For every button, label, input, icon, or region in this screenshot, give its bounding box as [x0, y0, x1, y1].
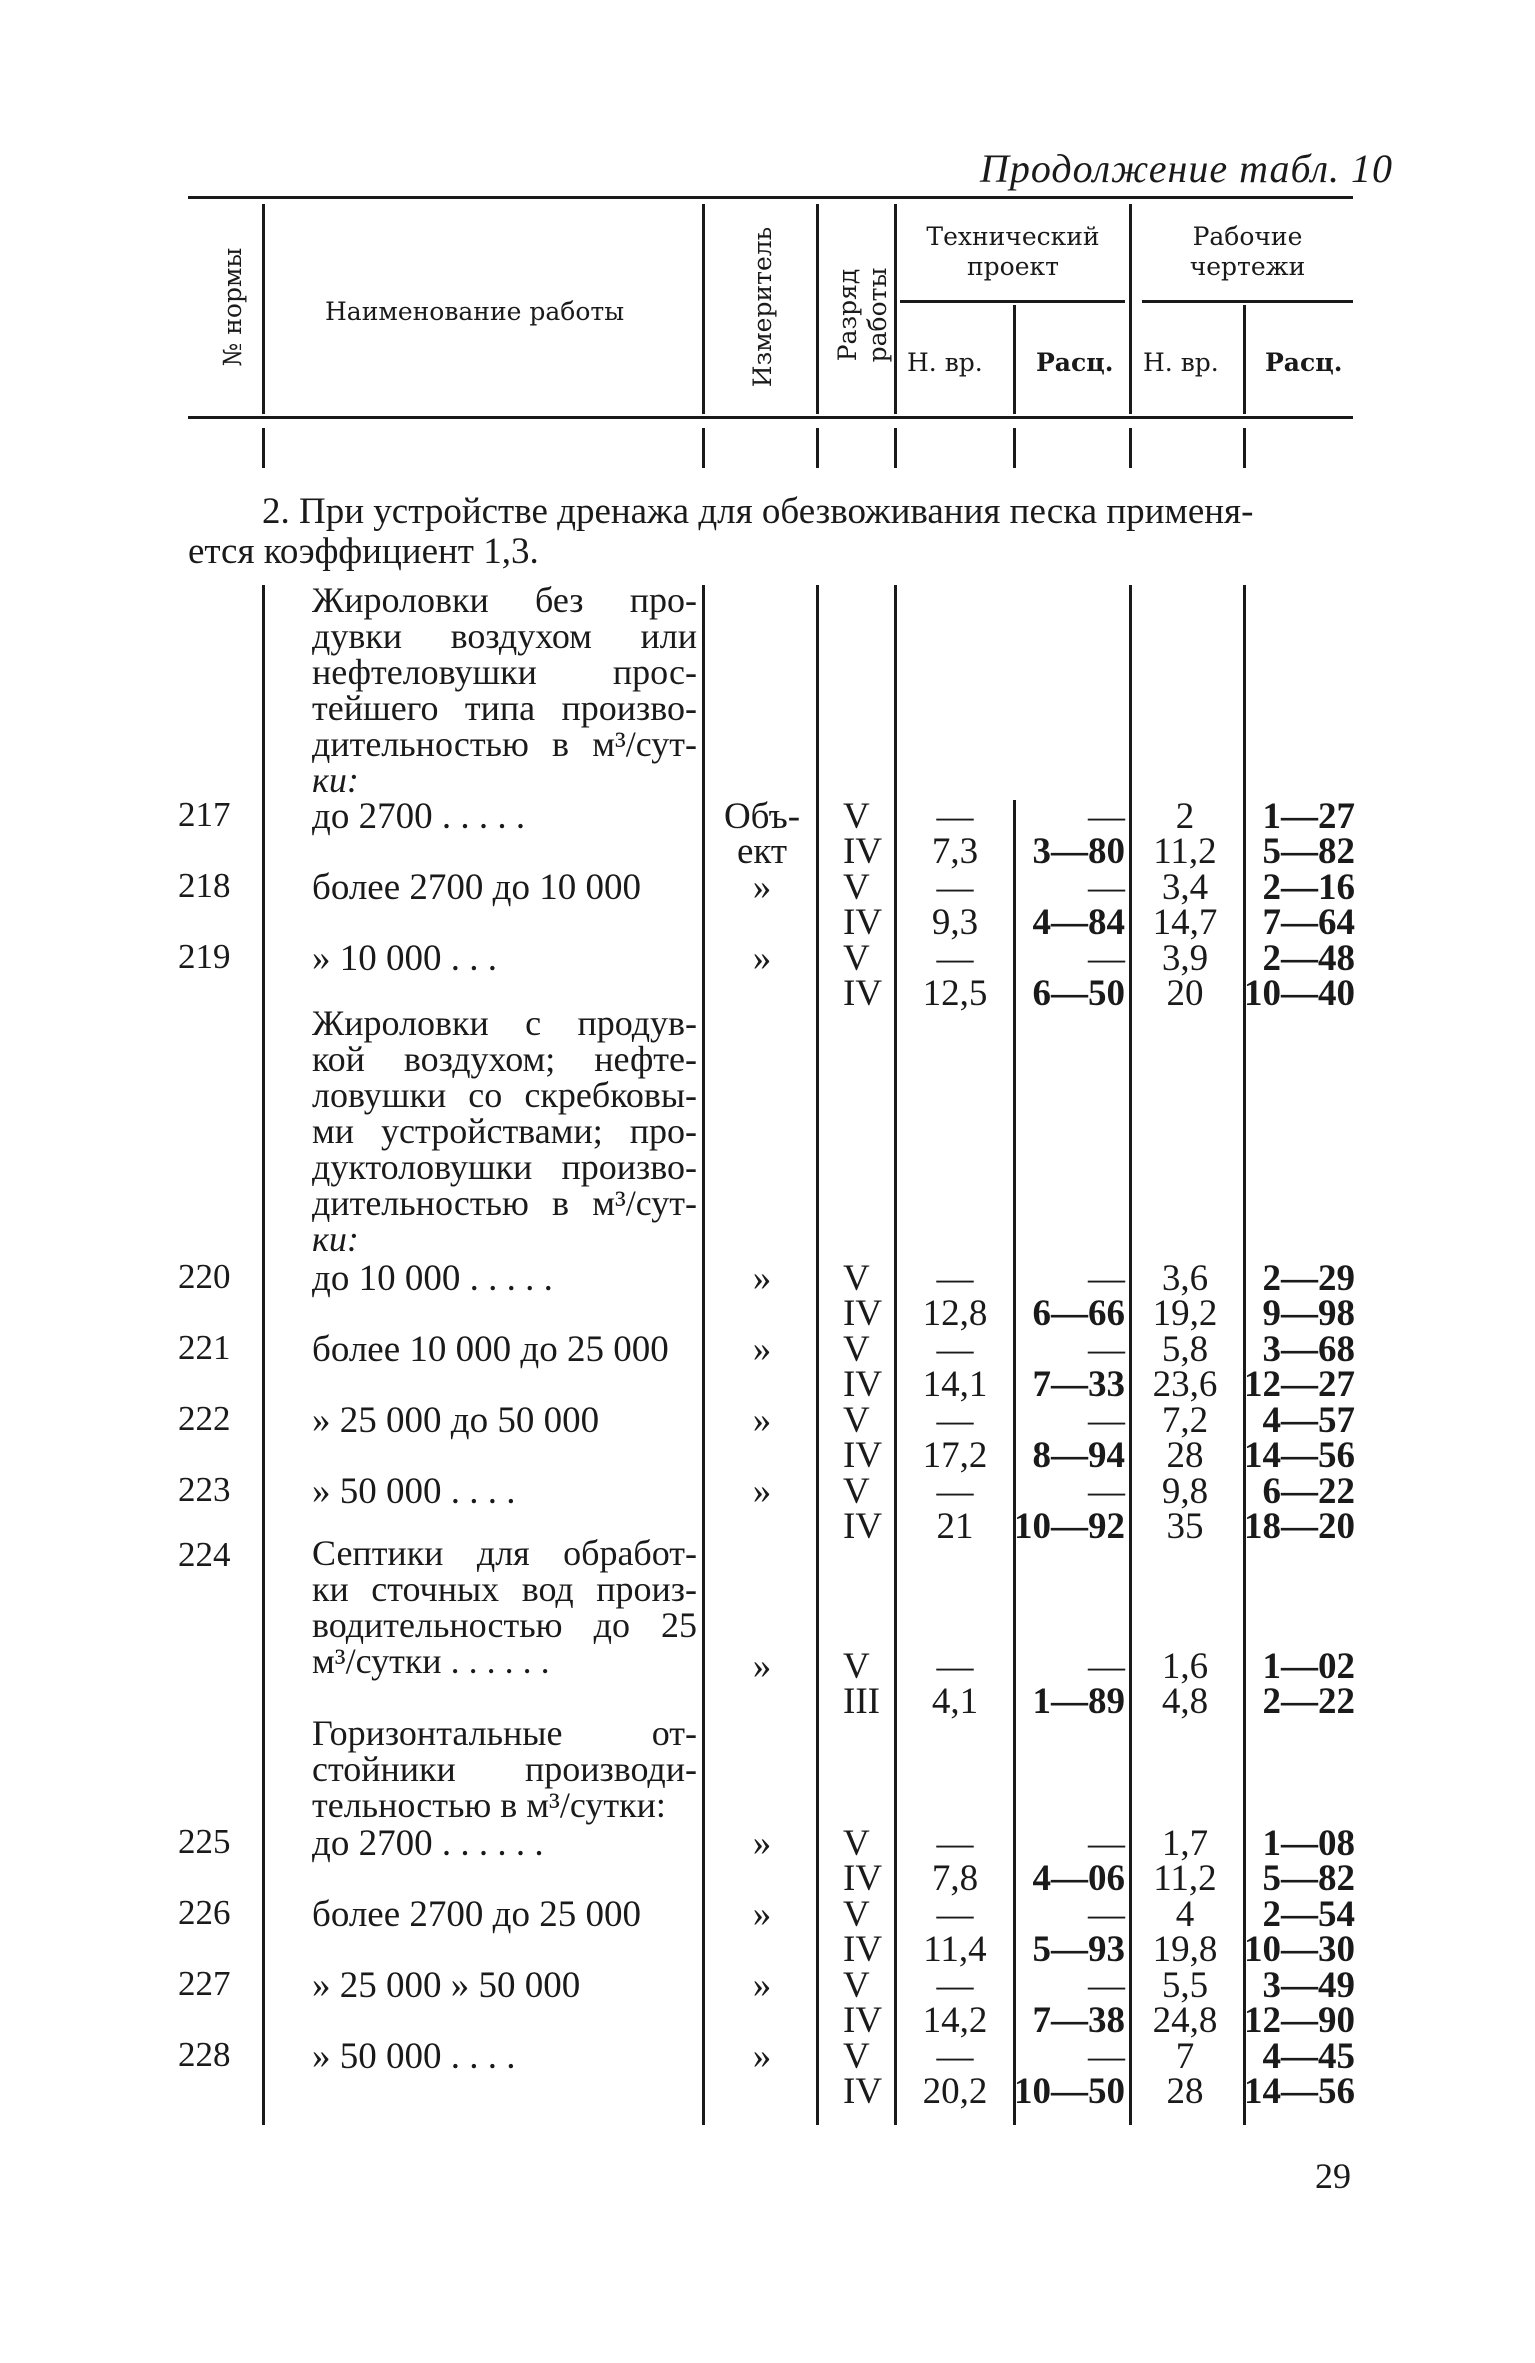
- row-unit: »: [752, 1646, 772, 1687]
- row-tp-rasc: 6—66: [1032, 1293, 1125, 1334]
- row-unit-2: ект: [736, 831, 788, 872]
- row-tp-rasc: 10—92: [1014, 1506, 1125, 1547]
- row-name: » 50 000 . . . .: [312, 1471, 516, 1512]
- row-grade: V: [843, 938, 870, 979]
- row-wd-rasc: 1—02: [1262, 1646, 1355, 1687]
- row-tp-nvr: —: [936, 1894, 974, 1935]
- description-line: нефтеловушки прос-: [312, 652, 697, 692]
- row-unit: »: [752, 938, 772, 979]
- row-tp-rasc: 3—80: [1032, 831, 1125, 872]
- row-unit: »: [752, 1400, 772, 1441]
- row-tp-rasc: 7—38: [1032, 2000, 1125, 2041]
- row-tp-nvr: —: [936, 2036, 974, 2077]
- group-description: [312, 1005, 697, 1257]
- row-wd-nvr: 11,2: [1153, 831, 1217, 872]
- row-wd-rasc: 2—54: [1262, 1894, 1355, 1935]
- row-grade: IV: [843, 1435, 883, 1476]
- header-col-line: [1129, 204, 1132, 414]
- row-wd-rasc: 5—82: [1262, 1858, 1355, 1899]
- row-tp-rasc: —: [1088, 2036, 1125, 2077]
- row-tp-nvr: 14,1: [922, 1364, 988, 1405]
- row-number: 225: [178, 1822, 231, 1861]
- row-tp-nvr: —: [936, 796, 974, 837]
- description-line: Жироловки с продув-: [312, 1003, 697, 1043]
- body-col-line: [262, 585, 265, 2125]
- row-number: 218: [178, 866, 231, 905]
- header-grade: Разряд работы: [833, 267, 892, 363]
- row-name: » 25 000 » 50 000: [312, 1965, 581, 2006]
- row-wd-rasc: 1—08: [1262, 1823, 1355, 1864]
- row-number: 222: [178, 1399, 231, 1438]
- header-tech-project: Технический проект: [926, 222, 1100, 281]
- row-wd-nvr: 1,7: [1161, 1823, 1209, 1864]
- row-grade: IV: [843, 973, 883, 1014]
- description-line: ловушки со скребковы-: [312, 1075, 697, 1115]
- description-line: дувки воздухом или: [312, 616, 697, 656]
- row-wd-rasc: 6—22: [1262, 1471, 1355, 1512]
- row-tp-rasc: —: [1088, 1894, 1125, 1935]
- row-name: до 2700 . . . . . .: [312, 1823, 544, 1864]
- row-wd-rasc: 3—68: [1262, 1329, 1355, 1370]
- row-tp-rasc: —: [1088, 1471, 1125, 1512]
- description-line: дуктоловушки произво-: [312, 1147, 697, 1187]
- row-tp-rasc: 1—89: [1032, 1681, 1125, 1722]
- column-stub: [816, 428, 819, 468]
- row-wd-nvr: 7: [1175, 2036, 1195, 2077]
- row-number: 226: [178, 1893, 231, 1932]
- row-grade: V: [843, 1823, 870, 1864]
- row-tp-nvr: —: [936, 1400, 974, 1441]
- row-wd-rasc: 10—30: [1244, 1929, 1355, 1970]
- row-wd-rasc: 2—29: [1262, 1258, 1355, 1299]
- column-stub: [1013, 428, 1016, 468]
- row-wd-rasc: 2—48: [1262, 938, 1355, 979]
- row-tp-rasc: 8—94: [1032, 1435, 1125, 1476]
- row-name: » 10 000 . . .: [312, 938, 497, 979]
- row-grade: V: [843, 1471, 870, 1512]
- row-tp-rasc: —: [1088, 1823, 1125, 1864]
- body-col-line: [702, 585, 705, 2125]
- body-col-line: [894, 585, 897, 2125]
- description-line: дительностью в м³/сут-: [312, 1183, 697, 1223]
- description-line: стойники производи-: [312, 1749, 697, 1789]
- description-line: водительностью до 25: [312, 1605, 697, 1645]
- group-description: [312, 582, 697, 798]
- row-wd-rasc: 7—64: [1262, 902, 1355, 943]
- row-name: до 10 000 . . . . .: [312, 1258, 553, 1299]
- row-tp-rasc: —: [1088, 796, 1125, 837]
- row-wd-nvr: 28: [1166, 1435, 1204, 1476]
- header-top-rule: [188, 196, 1353, 199]
- row-tp-rasc: 10—50: [1014, 2071, 1125, 2112]
- row-tp-nvr: —: [936, 1258, 974, 1299]
- row-wd-rasc: 5—82: [1262, 831, 1355, 872]
- row-tp-rasc: 4—84: [1032, 902, 1125, 943]
- row-tp-rasc: —: [1088, 1646, 1125, 1687]
- body-col-line: [816, 585, 819, 2125]
- description-line: дительностью в м³/сут-: [312, 724, 697, 764]
- row-wd-nvr: 28: [1166, 2071, 1204, 2112]
- row-name: более 2700 до 10 000: [312, 867, 641, 908]
- row-unit: »: [752, 1894, 772, 1935]
- description-line: тельностью в м³/сутки:: [312, 1785, 666, 1825]
- header-col-line: [262, 204, 265, 414]
- row-wd-rasc: 18—20: [1244, 1506, 1355, 1547]
- row-tp-rasc: —: [1088, 1258, 1125, 1299]
- row-wd-rasc: 2—16: [1262, 867, 1355, 908]
- header-work-name: Наименование работы: [325, 297, 625, 326]
- header-wd-nvr: Н. вр.: [1143, 348, 1219, 377]
- row-tp-rasc: 6—50: [1032, 973, 1125, 1014]
- row-tp-rasc: —: [1088, 1329, 1125, 1370]
- row-tp-nvr: —: [936, 1471, 974, 1512]
- row-grade: IV: [843, 2071, 883, 2112]
- row-tp-nvr: 20,2: [922, 2071, 988, 2112]
- row-number: 224: [178, 1535, 231, 1574]
- row-wd-nvr: 20: [1166, 973, 1204, 1014]
- row-grade: V: [843, 1646, 870, 1687]
- row-tp-nvr: 7,3: [931, 831, 979, 872]
- row-grade: V: [843, 867, 870, 908]
- row-wd-nvr: 19,2: [1152, 1293, 1218, 1334]
- row-tp-nvr: —: [936, 1329, 974, 1370]
- working-drawings-rule: [1142, 300, 1353, 303]
- tech-project-rule: [900, 300, 1125, 303]
- header-tp-nvr: Н. вр.: [907, 348, 983, 377]
- description-line: м³/сутки . . . . . .: [312, 1641, 550, 1681]
- row-tp-rasc: 5—93: [1032, 1929, 1125, 1970]
- row-number: 217: [178, 795, 231, 834]
- row-grade: IV: [843, 1929, 883, 1970]
- row-wd-nvr: 7,2: [1161, 1400, 1209, 1441]
- description-line: ки сточных вод произ-: [312, 1569, 697, 1609]
- row-grade: V: [843, 1400, 870, 1441]
- row-grade: IV: [843, 831, 883, 872]
- row-grade: IV: [843, 1364, 883, 1405]
- row-number: 223: [178, 1470, 231, 1509]
- row-unit: »: [752, 1823, 772, 1864]
- row-grade: V: [843, 1894, 870, 1935]
- row-tp-nvr: 9,3: [931, 902, 979, 943]
- row-unit: »: [752, 2036, 772, 2077]
- row-name: более 10 000 до 25 000: [312, 1329, 669, 1370]
- description-line: ки:: [312, 760, 359, 800]
- row-name: » 50 000 . . . .: [312, 2036, 516, 2077]
- row-wd-nvr: 9,8: [1161, 1471, 1209, 1512]
- row-tp-nvr: —: [936, 1646, 974, 1687]
- row-unit: »: [752, 867, 772, 908]
- description-line: кой воздухом; нефте-: [312, 1039, 697, 1079]
- column-stub: [262, 428, 265, 468]
- row-wd-rasc: 3—49: [1262, 1965, 1355, 2006]
- row-grade: IV: [843, 902, 883, 943]
- header-working-drawings: Рабочие чертежи: [1189, 222, 1306, 281]
- row-tp-nvr: 12,8: [922, 1293, 988, 1334]
- row-wd-nvr: 11,2: [1153, 1858, 1217, 1899]
- row-grade: IV: [843, 2000, 883, 2041]
- row-grade: V: [843, 2036, 870, 2077]
- row-wd-rasc: 4—57: [1262, 1400, 1355, 1441]
- row-wd-rasc: 14—56: [1244, 1435, 1355, 1476]
- header-bottom-rule: [188, 416, 1353, 419]
- description-line: Жироловки без про-: [312, 580, 697, 620]
- row-grade: III: [843, 1681, 880, 1722]
- row-tp-rasc: 4—06: [1032, 1858, 1125, 1899]
- row-grade: IV: [843, 1506, 883, 1547]
- row-grade: V: [843, 796, 870, 837]
- row-number: 221: [178, 1328, 231, 1367]
- row-wd-rasc: 12—90: [1244, 2000, 1355, 2041]
- header-col-line: [702, 204, 705, 414]
- description-line: тейшего типа произво-: [312, 688, 697, 728]
- row-wd-rasc: 1—27: [1262, 796, 1355, 837]
- row-tp-rasc: —: [1088, 1400, 1125, 1441]
- row-unit: »: [752, 1965, 772, 2006]
- row-number: 219: [178, 937, 231, 976]
- row-tp-nvr: 17,2: [922, 1435, 988, 1476]
- row-tp-nvr: —: [936, 1965, 974, 2006]
- row-name: более 2700 до 25 000: [312, 1894, 641, 1935]
- row-grade: V: [843, 1258, 870, 1299]
- row-wd-nvr: 23,6: [1152, 1364, 1218, 1405]
- row-tp-rasc: —: [1088, 1965, 1125, 2006]
- description-line: ки:: [312, 1219, 359, 1259]
- row-tp-nvr: 14,2: [922, 2000, 988, 2041]
- row-wd-nvr: 14,7: [1152, 902, 1218, 943]
- row-unit: Объ-: [723, 796, 801, 837]
- row-tp-rasc: —: [1088, 938, 1125, 979]
- row-wd-nvr: 3,6: [1161, 1258, 1209, 1299]
- table-caption: Продолжение табл. 10: [980, 146, 1394, 191]
- column-stub: [702, 428, 705, 468]
- row-unit: »: [752, 1258, 772, 1299]
- row-tp-nvr: —: [936, 938, 974, 979]
- row-wd-rasc: 2—22: [1262, 1681, 1355, 1722]
- row-tp-rasc: 7—33: [1032, 1364, 1125, 1405]
- row-wd-nvr: 4: [1175, 1894, 1195, 1935]
- row-tp-rasc: —: [1088, 867, 1125, 908]
- row-wd-nvr: 4,8: [1161, 1681, 1209, 1722]
- row-wd-nvr: 1,6: [1161, 1646, 1209, 1687]
- header-col-line: [816, 204, 819, 414]
- row-name: » 25 000 до 50 000: [312, 1400, 600, 1441]
- note-line-1: 2. При устройстве дренажа для обезвоживания песка применя-: [262, 491, 1254, 532]
- row-unit: »: [752, 1471, 772, 1512]
- row-wd-nvr: 35: [1166, 1506, 1204, 1547]
- header-wd-rasc: Расц.: [1265, 348, 1343, 377]
- row-wd-nvr: 3,4: [1161, 867, 1209, 908]
- row-wd-nvr: 19,8: [1152, 1929, 1218, 1970]
- row-grade: IV: [843, 1858, 883, 1899]
- header-col-line: [1013, 305, 1016, 414]
- group-description: [312, 1535, 697, 1679]
- row-grade: V: [843, 1965, 870, 2006]
- row-wd-rasc: 12—27: [1244, 1364, 1355, 1405]
- row-number: 227: [178, 1964, 231, 2003]
- row-grade: V: [843, 1329, 870, 1370]
- description-line: Горизонтальные от-: [312, 1713, 697, 1753]
- row-tp-nvr: 21: [936, 1506, 974, 1547]
- row-number: 228: [178, 2035, 231, 2074]
- row-tp-nvr: —: [936, 867, 974, 908]
- row-wd-nvr: 24,8: [1152, 2000, 1218, 2041]
- row-wd-nvr: 5,5: [1161, 1965, 1209, 2006]
- header-tp-rasc: Расц.: [1036, 348, 1114, 377]
- row-wd-nvr: 3,9: [1161, 938, 1209, 979]
- row-wd-rasc: 4—45: [1262, 2036, 1355, 2077]
- row-grade: IV: [843, 1293, 883, 1334]
- header-norm-no: № нормы: [218, 247, 247, 367]
- header-unit: Измеритель: [748, 226, 777, 388]
- page-number: 29: [1315, 2156, 1351, 2196]
- row-wd-nvr: 5,8: [1161, 1329, 1209, 1370]
- column-stub: [894, 428, 897, 468]
- column-stub: [1243, 428, 1246, 468]
- body-col-line: [1129, 585, 1132, 2125]
- row-wd-rasc: 9—98: [1262, 1293, 1355, 1334]
- note-line-2: ется коэффициент 1,3.: [188, 531, 539, 572]
- description-line: Септики для обработ-: [312, 1533, 697, 1573]
- row-tp-nvr: 4,1: [931, 1681, 979, 1722]
- row-wd-rasc: 14—56: [1244, 2071, 1355, 2112]
- row-wd-nvr: 2: [1175, 796, 1195, 837]
- row-tp-nvr: 12,5: [922, 973, 988, 1014]
- header-col-line: [1243, 305, 1246, 414]
- row-tp-nvr: 11,4: [923, 1929, 987, 1970]
- row-tp-nvr: —: [936, 1823, 974, 1864]
- row-unit: »: [752, 1329, 772, 1370]
- row-number: 220: [178, 1257, 231, 1296]
- group-description: [312, 1715, 697, 1823]
- description-line: ми устройствами; про-: [312, 1111, 697, 1151]
- row-tp-nvr: 7,8: [931, 1858, 979, 1899]
- column-stub: [1129, 428, 1132, 468]
- row-wd-rasc: 10—40: [1244, 973, 1355, 1014]
- row-name: до 2700 . . . . .: [312, 796, 526, 837]
